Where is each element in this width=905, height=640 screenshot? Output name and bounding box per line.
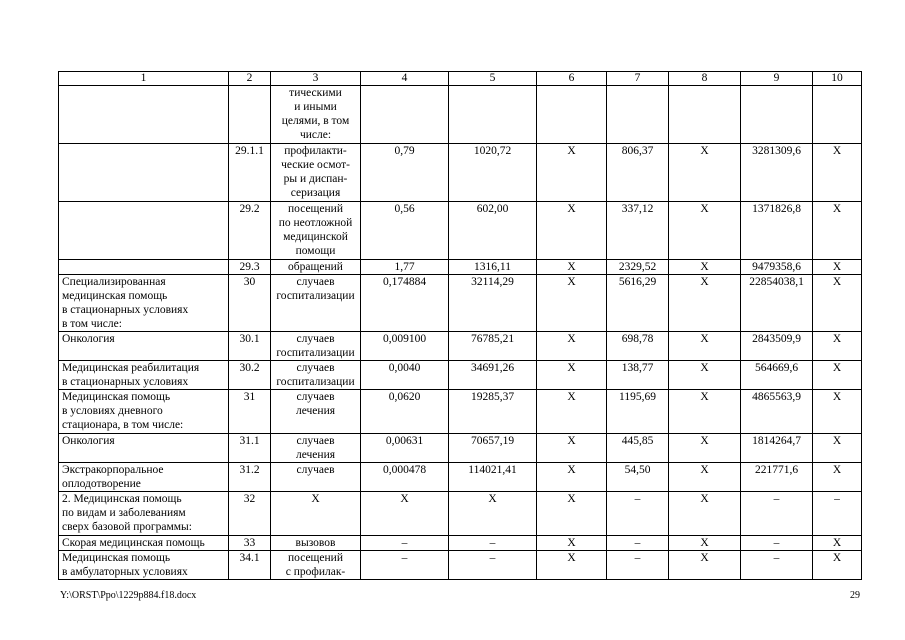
table-cell: Х [669, 390, 741, 434]
table-cell: 29.3 [229, 260, 271, 275]
table-cell: 337,12 [607, 202, 669, 260]
table-row [59, 260, 862, 275]
table-cell: 1020,72 [449, 144, 537, 202]
header-cell: 4 [361, 72, 449, 86]
table-cell [59, 202, 229, 260]
table-cell: Специализированная медицинская помощь в стационарных условиях в том числе: [59, 275, 229, 332]
table-cell: 29.1.1 [229, 144, 271, 202]
table-cell: 602,00 [449, 202, 537, 260]
table-cell: Х [271, 492, 361, 536]
table-cell: 34.1 [229, 551, 271, 580]
table-row [59, 144, 862, 202]
table-cell: Х [813, 332, 862, 361]
table-cell: – [361, 536, 449, 551]
table-cell: вызовов [271, 536, 361, 551]
table-row [59, 390, 862, 434]
table-cell [537, 86, 607, 144]
table-cell: 32114,29 [449, 275, 537, 332]
table-header-row [59, 72, 862, 86]
table-cell: 31 [229, 390, 271, 434]
table-cell: 138,77 [607, 361, 669, 390]
table-cell: профилакти- ческие осмот- ры и диспан- серизация [271, 144, 361, 202]
table-cell: Х [813, 536, 862, 551]
table-cell: 1371826,8 [741, 202, 813, 260]
table-cell: 0,79 [361, 144, 449, 202]
table-cell: – [607, 551, 669, 580]
table-cell: – [813, 492, 862, 536]
table-row [59, 275, 862, 332]
table-cell: 445,85 [607, 434, 669, 463]
header-cell: 8 [669, 72, 741, 86]
table-cell: Х [669, 275, 741, 332]
table-cell: случаев лечения [271, 434, 361, 463]
table-cell: 76785,21 [449, 332, 537, 361]
table-cell: случаев госпитализации [271, 275, 361, 332]
table-cell: Х [669, 260, 741, 275]
table-cell: 22854038,1 [741, 275, 813, 332]
header-cell: 9 [741, 72, 813, 86]
table-cell: 33 [229, 536, 271, 551]
table-cell: Х [537, 492, 607, 536]
document-table [58, 71, 862, 580]
table-cell: 3281309,6 [741, 144, 813, 202]
table-cell: Х [537, 332, 607, 361]
table-cell: Х [813, 390, 862, 434]
table-cell: 9479358,6 [741, 260, 813, 275]
table-cell: 70657,19 [449, 434, 537, 463]
header-cell: 10 [813, 72, 862, 86]
table-cell: 32 [229, 492, 271, 536]
header-cell: 6 [537, 72, 607, 86]
table-cell: 19285,37 [449, 390, 537, 434]
table-row [59, 86, 862, 144]
table-cell [813, 86, 862, 144]
table-cell: Х [813, 202, 862, 260]
table-cell: 1814264,7 [741, 434, 813, 463]
table-row [59, 361, 862, 390]
table-cell: 34691,26 [449, 361, 537, 390]
table-cell: – [607, 492, 669, 536]
table-cell: 2329,52 [607, 260, 669, 275]
table-row [59, 332, 862, 361]
table-cell: Х [537, 390, 607, 434]
table-cell: – [741, 551, 813, 580]
table-cell: 30.1 [229, 332, 271, 361]
footer-file-path: Y:\ORST\Ppo\1229p884.f18.docx [60, 590, 197, 601]
table-cell: случаев [271, 463, 361, 492]
table-cell [361, 86, 449, 144]
table-cell: – [449, 536, 537, 551]
table-cell: Х [669, 202, 741, 260]
table-cell: Х [813, 144, 862, 202]
table-cell: 1,77 [361, 260, 449, 275]
table-cell: 0,009100 [361, 332, 449, 361]
table-cell: 2. Медицинская помощь по видам и заболеваниям сверх базовой программы: [59, 492, 229, 536]
table-cell: Х [537, 463, 607, 492]
table-cell: тическими и иными целями, в том числе: [271, 86, 361, 144]
table-cell: Х [537, 361, 607, 390]
header-cell: 3 [271, 72, 361, 86]
table-cell: 564669,6 [741, 361, 813, 390]
table-cell: Медицинская реабилитация в стационарных условиях [59, 361, 229, 390]
table-cell: Х [537, 434, 607, 463]
header-cell: 5 [449, 72, 537, 86]
table-cell: Х [361, 492, 449, 536]
table-cell: 114021,41 [449, 463, 537, 492]
table-cell: – [361, 551, 449, 580]
table-cell: случаев госпитализации [271, 332, 361, 361]
table-cell [607, 86, 669, 144]
table-cell: 4865563,9 [741, 390, 813, 434]
table-cell: 2843509,9 [741, 332, 813, 361]
table-cell [669, 86, 741, 144]
table-cell: Х [669, 361, 741, 390]
table-cell: Х [669, 492, 741, 536]
table-cell: случаев госпитализации [271, 361, 361, 390]
table-cell: Х [537, 551, 607, 580]
table-cell: 54,50 [607, 463, 669, 492]
table-cell: Х [813, 434, 862, 463]
table-cell: – [449, 551, 537, 580]
table-cell: 1316,11 [449, 260, 537, 275]
table-cell: Х [813, 275, 862, 332]
table-row [59, 434, 862, 463]
table-cell [449, 86, 537, 144]
table-cell [741, 86, 813, 144]
table-cell: Онкология [59, 332, 229, 361]
table-cell: 31.2 [229, 463, 271, 492]
table-cell: Х [537, 275, 607, 332]
table-cell: Онкология [59, 434, 229, 463]
table-cell: Х [537, 260, 607, 275]
table-cell: обращений [271, 260, 361, 275]
table-cell: Х [537, 202, 607, 260]
table-cell: – [607, 536, 669, 551]
table-cell: Х [669, 536, 741, 551]
table-cell: 0,174884 [361, 275, 449, 332]
page-number: 29 [850, 590, 860, 601]
table-cell: Х [813, 361, 862, 390]
table-cell: посещений с профилак- [271, 551, 361, 580]
table-cell: 5616,29 [607, 275, 669, 332]
table-cell: Х [669, 332, 741, 361]
table-cell: 30.2 [229, 361, 271, 390]
table-cell: Медицинская помощь в условиях дневного стационара, в том числе: [59, 390, 229, 434]
table-cell: 0,00631 [361, 434, 449, 463]
table-cell: Х [813, 260, 862, 275]
table-cell: 0,0040 [361, 361, 449, 390]
table-cell: Х [669, 144, 741, 202]
table-cell: – [741, 492, 813, 536]
table-cell: Х [813, 463, 862, 492]
header-cell: 2 [229, 72, 271, 86]
table-cell: 0,0620 [361, 390, 449, 434]
table-cell: Х [537, 536, 607, 551]
table-cell: Х [669, 434, 741, 463]
table-cell: 0,000478 [361, 463, 449, 492]
table-row [59, 463, 862, 492]
table-cell: 806,37 [607, 144, 669, 202]
table-cell [59, 260, 229, 275]
table-cell: Х [669, 551, 741, 580]
table-cell: Х [813, 551, 862, 580]
table-cell: Экстракорпоральное оплодотворение [59, 463, 229, 492]
table-cell: Х [449, 492, 537, 536]
table-cell: Медицинская помощь в амбулаторных условиях [59, 551, 229, 580]
table-cell [59, 144, 229, 202]
table-cell [229, 86, 271, 144]
header-cell: 1 [59, 72, 229, 86]
table-cell: – [741, 536, 813, 551]
table-row [59, 536, 862, 551]
table-cell: 31.1 [229, 434, 271, 463]
header-cell: 7 [607, 72, 669, 86]
table-cell: случаев лечения [271, 390, 361, 434]
table-row [59, 551, 862, 580]
table-cell: Скорая медицинская помощь [59, 536, 229, 551]
table-cell: 0,56 [361, 202, 449, 260]
table-cell: 29.2 [229, 202, 271, 260]
table-cell [59, 86, 229, 144]
table-cell: 221771,6 [741, 463, 813, 492]
table-row [59, 202, 862, 260]
table-cell: 698,78 [607, 332, 669, 361]
table-row [59, 492, 862, 536]
table-cell: Х [537, 144, 607, 202]
table-cell: посещений по неотложной медицинской помощи [271, 202, 361, 260]
table-cell: 1195,69 [607, 390, 669, 434]
table-cell: Х [669, 463, 741, 492]
table-cell: 30 [229, 275, 271, 332]
